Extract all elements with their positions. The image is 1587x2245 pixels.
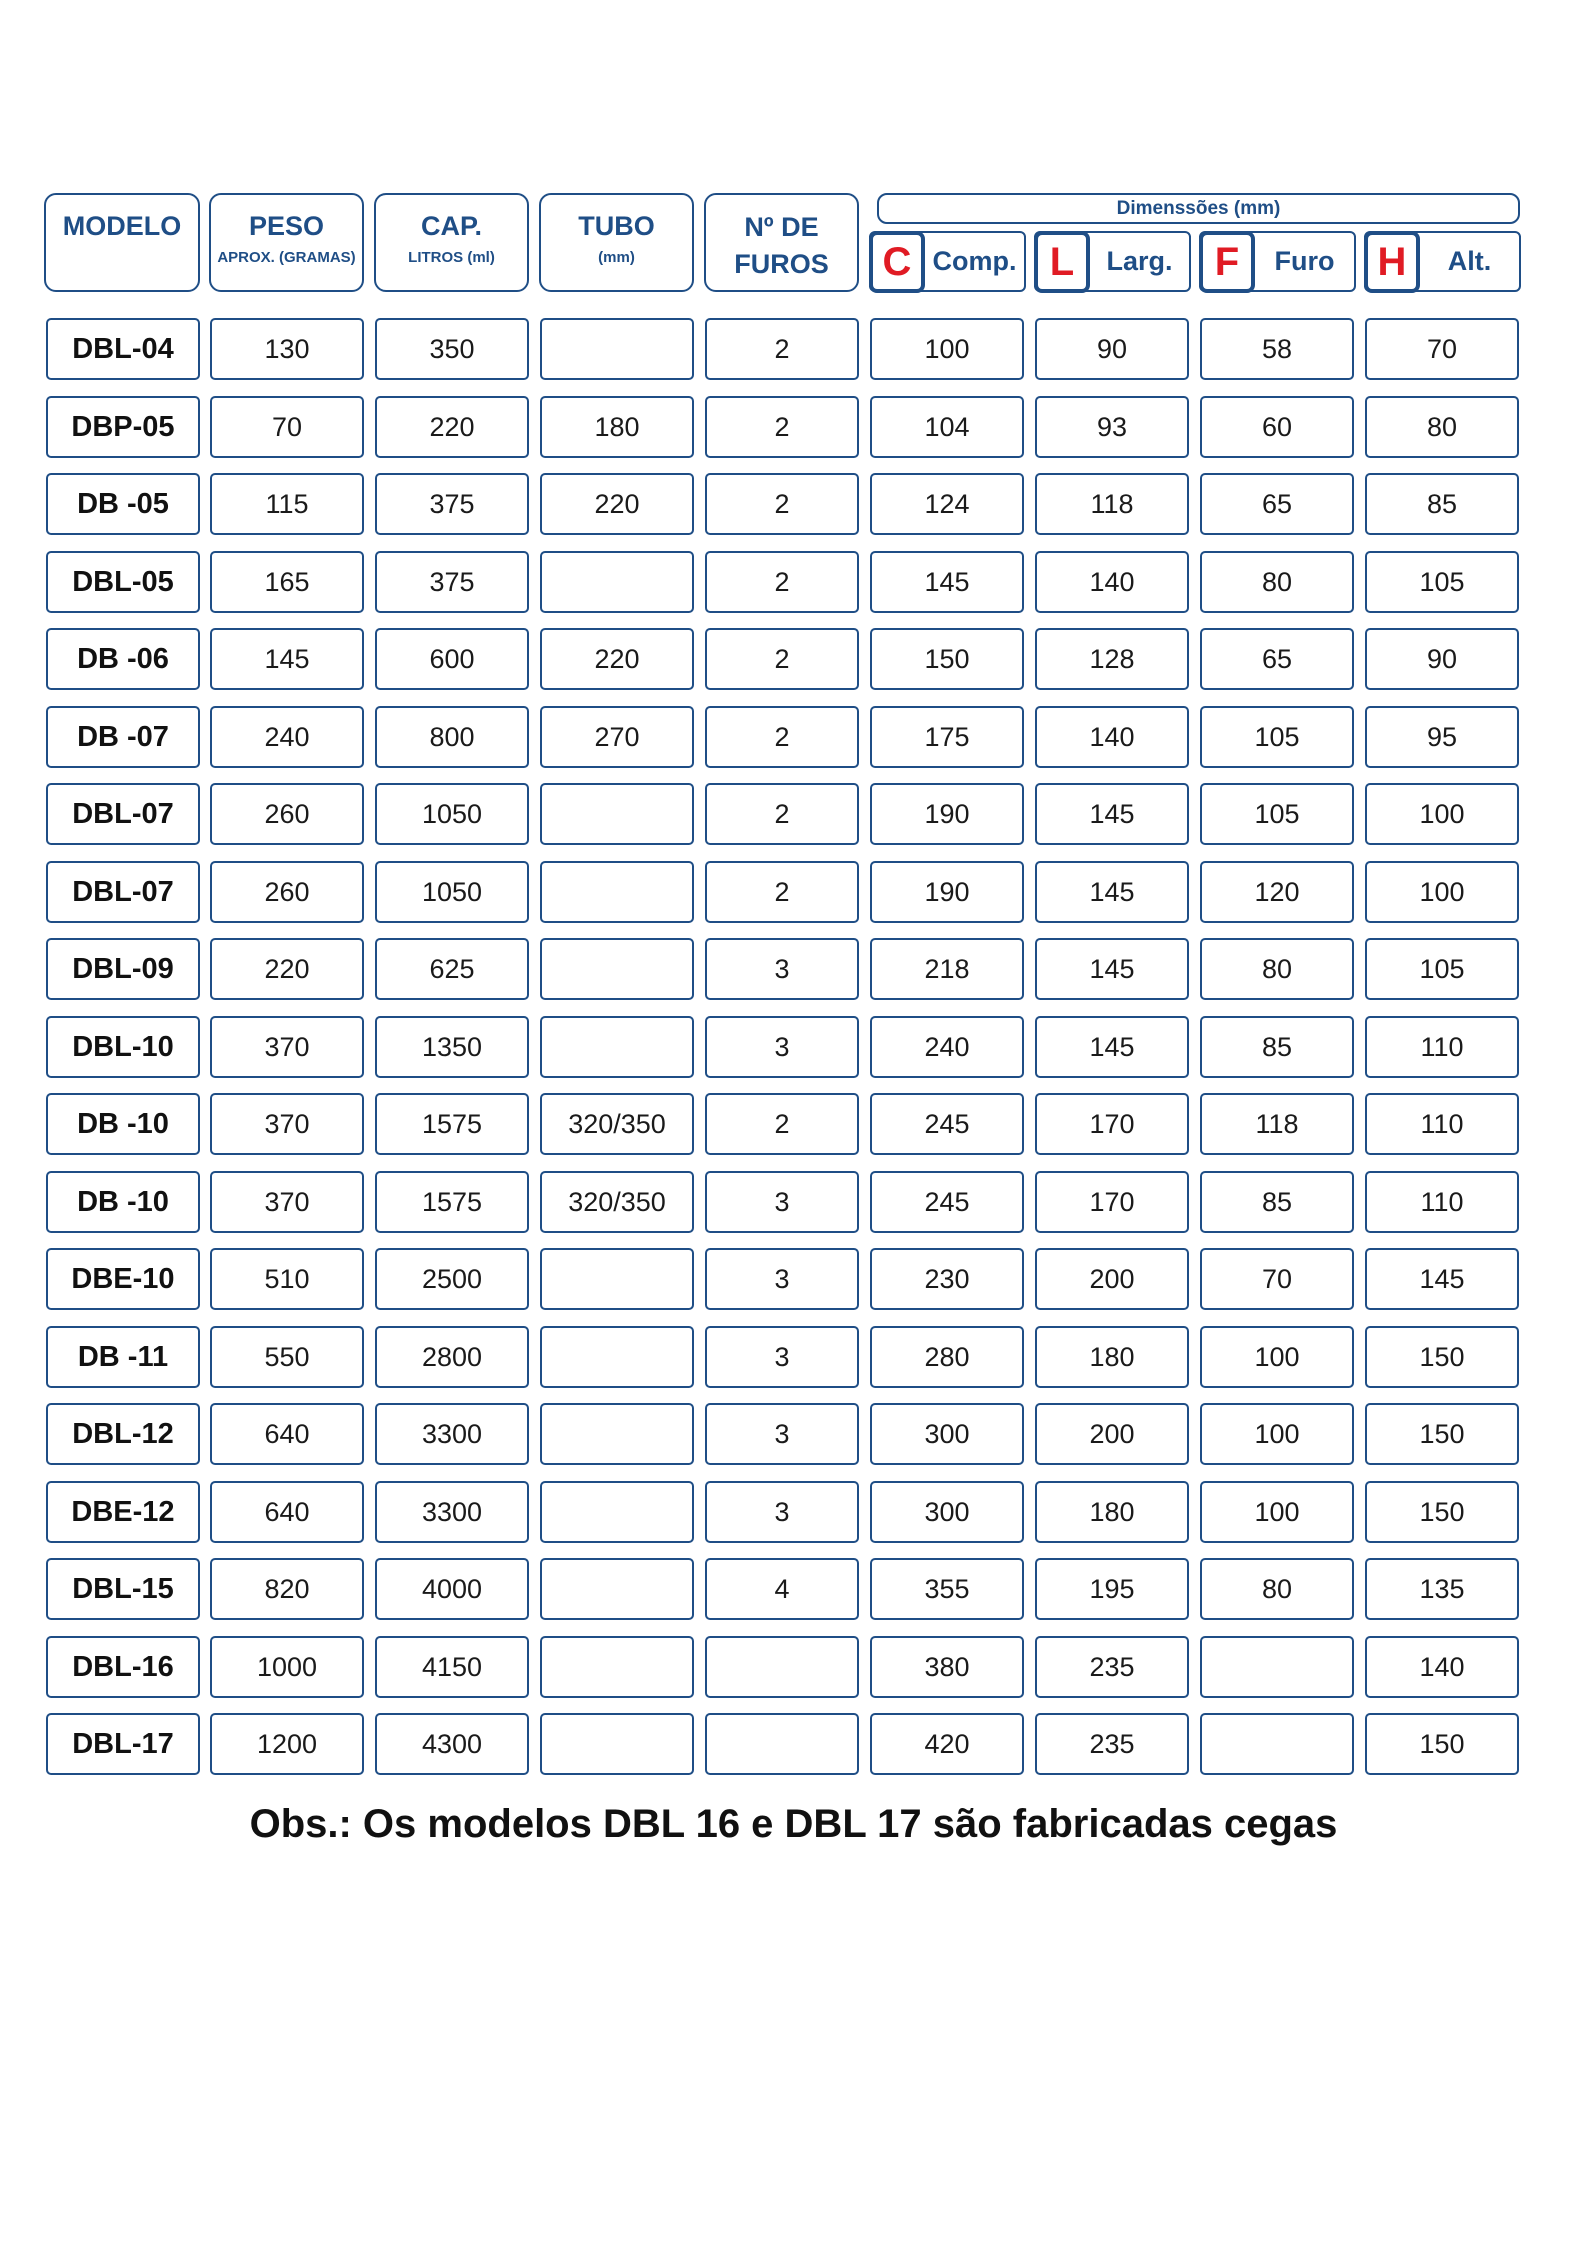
cell-modelo: DB -05 [46,473,200,535]
cell-tubo [540,1558,694,1620]
cell-alt: 110 [1365,1171,1519,1233]
cell-tubo [540,861,694,923]
cell-comp: 230 [870,1248,1024,1310]
cell-larg: 235 [1035,1713,1189,1775]
cell-alt: 150 [1365,1713,1519,1775]
cell-furo: 70 [1200,1248,1354,1310]
cell-peso: 640 [210,1403,364,1465]
cell-alt: 135 [1365,1558,1519,1620]
cell-larg: 93 [1035,396,1189,458]
cell-alt: 105 [1365,938,1519,1000]
cell-peso: 510 [210,1248,364,1310]
header-furos-line2: FUROS [734,249,829,279]
cell-cap: 1050 [375,861,529,923]
cell-cap: 1350 [375,1016,529,1078]
header-tubo [539,193,694,292]
cell-furos: 2 [705,783,859,845]
cell-furo: 100 [1200,1326,1354,1388]
cell-peso: 240 [210,706,364,768]
cell-larg: 200 [1035,1248,1189,1310]
cell-peso: 370 [210,1171,364,1233]
cell-modelo: DB -06 [46,628,200,690]
cell-furos: 2 [705,1093,859,1155]
cell-cap: 375 [375,551,529,613]
cell-cap: 600 [375,628,529,690]
dim-header-larg [1034,231,1191,292]
cell-modelo: DB -11 [46,1326,200,1388]
cell-alt: 150 [1365,1326,1519,1388]
cell-furo: 65 [1200,628,1354,690]
header-tubo-label: TUBO [578,211,655,241]
cell-furos: 3 [705,938,859,1000]
cell-modelo: DBL-07 [46,861,200,923]
cell-peso: 1000 [210,1636,364,1698]
cell-furo: 60 [1200,396,1354,458]
cell-cap: 350 [375,318,529,380]
cell-tubo [540,1636,694,1698]
cell-cap: 2500 [375,1248,529,1310]
dimensions-title: Dimenssões (mm) [877,193,1520,224]
cell-comp: 150 [870,628,1024,690]
letter-f-badge: F [1199,231,1255,293]
cell-cap: 220 [375,396,529,458]
cell-furos: 2 [705,551,859,613]
cell-alt: 80 [1365,396,1519,458]
cell-larg: 145 [1035,861,1189,923]
cell-modelo: DBE-12 [46,1481,200,1543]
cell-cap: 375 [375,473,529,535]
cell-tubo: 180 [540,396,694,458]
cell-larg: 140 [1035,551,1189,613]
dim-header-furo [1199,231,1356,292]
cell-tubo: 320/350 [540,1093,694,1155]
cell-comp: 245 [870,1171,1024,1233]
dim-header-comp [869,231,1026,292]
cell-furos: 2 [705,318,859,380]
cell-alt: 110 [1365,1093,1519,1155]
dim-label-larg: Larg. [1106,246,1173,276]
cell-furos: 3 [705,1171,859,1233]
cell-tubo [540,318,694,380]
cell-comp: 420 [870,1713,1024,1775]
cell-modelo: DBL-17 [46,1713,200,1775]
cell-cap: 625 [375,938,529,1000]
cell-furos: 4 [705,1558,859,1620]
cell-cap: 3300 [375,1403,529,1465]
cell-comp: 100 [870,318,1024,380]
cell-peso: 130 [210,318,364,380]
header-cap [374,193,529,292]
cell-tubo [540,1403,694,1465]
cell-alt: 145 [1365,1248,1519,1310]
cell-cap: 3300 [375,1481,529,1543]
cell-alt: 85 [1365,473,1519,535]
cell-comp: 300 [870,1481,1024,1543]
cell-peso: 260 [210,861,364,923]
cell-modelo: DBE-10 [46,1248,200,1310]
cell-comp: 300 [870,1403,1024,1465]
cell-furos: 3 [705,1403,859,1465]
cell-alt: 150 [1365,1481,1519,1543]
cell-comp: 175 [870,706,1024,768]
cell-tubo [540,1713,694,1775]
cell-furo: 85 [1200,1171,1354,1233]
cell-cap: 4150 [375,1636,529,1698]
cell-larg: 90 [1035,318,1189,380]
cell-peso: 70 [210,396,364,458]
letter-l-badge: L [1034,231,1090,293]
header-furos [704,193,859,292]
cell-comp: 145 [870,551,1024,613]
cell-alt: 100 [1365,861,1519,923]
cell-peso: 370 [210,1016,364,1078]
cell-comp: 245 [870,1093,1024,1155]
cell-modelo: DBL-16 [46,1636,200,1698]
cell-furo: 105 [1200,706,1354,768]
cell-larg: 200 [1035,1403,1189,1465]
cell-cap: 1575 [375,1171,529,1233]
header-peso [209,193,364,292]
cell-furos: 2 [705,861,859,923]
cell-furo: 118 [1200,1093,1354,1155]
cell-peso: 1200 [210,1713,364,1775]
header-cap-sub: LITROS (ml) [408,249,495,266]
cell-furo: 85 [1200,1016,1354,1078]
cell-comp: 355 [870,1558,1024,1620]
cell-furos: 2 [705,706,859,768]
cell-modelo: DBL-09 [46,938,200,1000]
cell-larg: 235 [1035,1636,1189,1698]
cell-comp: 190 [870,783,1024,845]
dim-label-furo: Furo [1274,246,1335,276]
cell-furos: 2 [705,628,859,690]
letter-c-badge: C [869,231,925,293]
cell-tubo [540,1016,694,1078]
cell-cap: 800 [375,706,529,768]
cell-larg: 128 [1035,628,1189,690]
cell-comp: 218 [870,938,1024,1000]
cell-furo: 58 [1200,318,1354,380]
cell-comp: 104 [870,396,1024,458]
cell-alt: 95 [1365,706,1519,768]
dim-label-comp: Comp. [932,246,1017,276]
cell-furo [1200,1713,1354,1775]
cell-alt: 105 [1365,551,1519,613]
cell-furos: 3 [705,1016,859,1078]
cell-furo: 120 [1200,861,1354,923]
cell-furo: 105 [1200,783,1354,845]
cell-furos [705,1713,859,1775]
cell-larg: 170 [1035,1093,1189,1155]
cell-peso: 640 [210,1481,364,1543]
cell-tubo [540,551,694,613]
cell-peso: 220 [210,938,364,1000]
cell-larg: 180 [1035,1481,1189,1543]
cell-peso: 550 [210,1326,364,1388]
cell-alt: 140 [1365,1636,1519,1698]
cell-comp: 280 [870,1326,1024,1388]
cell-tubo [540,1248,694,1310]
header-modelo [44,193,200,292]
header-modelo-label: MODELO [62,211,182,241]
cell-larg: 118 [1035,473,1189,535]
cell-modelo: DBP-05 [46,396,200,458]
cell-modelo: DBL-07 [46,783,200,845]
cell-comp: 190 [870,861,1024,923]
cell-tubo: 220 [540,628,694,690]
cell-larg: 170 [1035,1171,1189,1233]
cell-tubo: 320/350 [540,1171,694,1233]
header-cap-label: CAP. [420,211,483,241]
cell-furo: 80 [1200,1558,1354,1620]
cell-modelo: DB -10 [46,1093,200,1155]
header-peso-label: PESO [248,211,325,241]
cell-cap: 2800 [375,1326,529,1388]
cell-modelo: DBL-12 [46,1403,200,1465]
cell-larg: 140 [1035,706,1189,768]
cell-larg: 180 [1035,1326,1189,1388]
cell-alt: 110 [1365,1016,1519,1078]
cell-furo: 100 [1200,1403,1354,1465]
cell-furos: 2 [705,473,859,535]
header-furos-line1: Nº DE [744,212,819,242]
cell-furo: 100 [1200,1481,1354,1543]
cell-cap: 1575 [375,1093,529,1155]
letter-h-badge: H [1364,231,1420,293]
cell-tubo [540,1326,694,1388]
cell-modelo: DBL-10 [46,1016,200,1078]
cell-tubo [540,1481,694,1543]
cell-furo: 65 [1200,473,1354,535]
cell-tubo: 270 [540,706,694,768]
cell-alt: 100 [1365,783,1519,845]
cell-peso: 165 [210,551,364,613]
cell-modelo: DB -07 [46,706,200,768]
cell-furos: 3 [705,1248,859,1310]
cell-peso: 145 [210,628,364,690]
cell-cap: 1050 [375,783,529,845]
cell-alt: 90 [1365,628,1519,690]
header-tubo-sub: (mm) [598,249,635,266]
cell-tubo [540,938,694,1000]
cell-peso: 820 [210,1558,364,1620]
cell-peso: 370 [210,1093,364,1155]
cell-alt: 150 [1365,1403,1519,1465]
cell-modelo: DBL-04 [46,318,200,380]
cell-modelo: DB -10 [46,1171,200,1233]
cell-larg: 145 [1035,1016,1189,1078]
cell-peso: 115 [210,473,364,535]
cell-larg: 145 [1035,783,1189,845]
header-peso-sub: APROX. (GRAMAS) [217,249,356,266]
cell-cap: 4000 [375,1558,529,1620]
cell-larg: 145 [1035,938,1189,1000]
cell-alt: 70 [1365,318,1519,380]
cell-furo: 80 [1200,551,1354,613]
cell-tubo: 220 [540,473,694,535]
cell-furo [1200,1636,1354,1698]
cell-modelo: DBL-15 [46,1558,200,1620]
cell-furos: 3 [705,1481,859,1543]
dim-label-alt: Alt. [1447,246,1492,276]
cell-larg: 195 [1035,1558,1189,1620]
cell-tubo [540,783,694,845]
cell-peso: 260 [210,783,364,845]
cell-cap: 4300 [375,1713,529,1775]
cell-modelo: DBL-05 [46,551,200,613]
cell-comp: 240 [870,1016,1024,1078]
cell-furos: 2 [705,396,859,458]
cell-furos [705,1636,859,1698]
footnote: Obs.: Os modelos DBL 16 e DBL 17 são fabricadas cegas [249,1802,1338,1846]
cell-comp: 124 [870,473,1024,535]
dim-header-alt [1364,231,1521,292]
cell-furo: 80 [1200,938,1354,1000]
cell-comp: 380 [870,1636,1024,1698]
cell-furos: 3 [705,1326,859,1388]
